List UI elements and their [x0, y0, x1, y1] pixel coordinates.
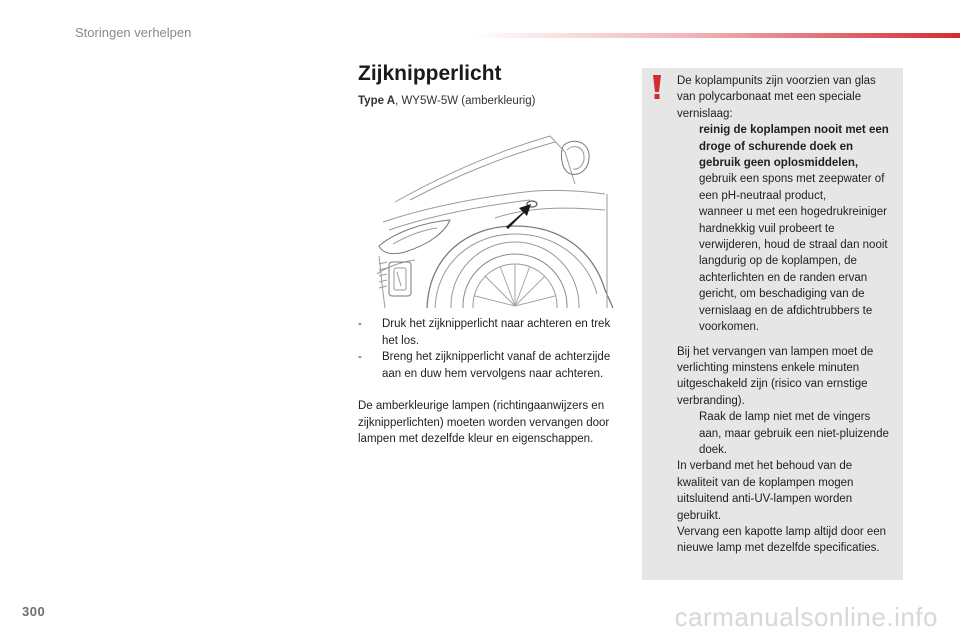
bullet-text: wanneer u met een hogedrukreiniger hardnekkig vuil probeert te verwijderen, houd de straal dan nooit langdurig op de koplampen, de achterlichten en de randen ervan gericht, om beschadiging van de vernislaag en de afdichtrubbers te voorkomen. [699, 206, 888, 334]
warning-paragraph: Vervang een kapotte lamp altijd door een nieuwe lamp met dezelfde specificaties. [677, 525, 887, 555]
car-side-indicator-illustration [375, 134, 620, 308]
warning-paragraph: Bij het vervangen van lampen moet de verlichting minstens enkele minuten uitgeschakeld zijn (risico van ernstige verbranding). [677, 345, 874, 407]
instruction-steps [358, 316, 628, 382]
warning-bullet [677, 409, 895, 458]
warning-paragraph: In verband met het behoud van de kwaliteit van de koplampen mogen uitsluitend anti-UV-lampen worden gebruikt. [677, 460, 854, 522]
step-dash: - [358, 351, 362, 363]
warning-bullet [677, 204, 895, 335]
warning-content [677, 73, 895, 557]
watermark: carmanualsonline.info [674, 602, 938, 632]
page-number: 300 [22, 604, 46, 619]
bullet-text: reinig de koplampen nooit met een droge of schurende doek en gebruik geen oplosmiddelen, [699, 124, 889, 170]
section-header: Storingen verhelpen [75, 25, 192, 40]
bullet-text: Raak de lamp niet met de vingers aan, maar gebruik een niet-pluizende doek. [699, 411, 889, 456]
lamp-type-label: Type A [358, 95, 396, 107]
header-accent-bar [470, 33, 960, 38]
step-text: Breng het zijknipperlicht vanaf de achterzijde aan en duw hem vervolgens naar achteren. [382, 351, 611, 380]
warning-bullet [677, 171, 895, 204]
warning-bullet [677, 122, 895, 171]
step-text: Druk het zijknipperlicht naar achteren en trek het los. [382, 318, 611, 347]
lamp-type-line [358, 95, 535, 107]
amber-lamps-note: De amberkleurige lampen (richtingaanwijzers en zijknipperlichten) moeten worden vervangen door lampen met dezelfde kleur en eigenschappen. [358, 400, 610, 445]
lamp-type-value: , WY5W-5W (amberkleurig) [395, 95, 536, 107]
exclamation-icon [650, 74, 664, 100]
step-dash: - [358, 318, 362, 330]
warning-intro: De koplampunits zijn voorzien van glas van polycarbonaat met een speciale vernislaag: [677, 75, 876, 120]
bullet-text: gebruik een spons met zeepwater of een pH-neutraal product, [699, 173, 885, 202]
step-item [358, 316, 628, 349]
page-title: Zijknipperlicht [358, 62, 502, 85]
step-item [358, 349, 628, 382]
